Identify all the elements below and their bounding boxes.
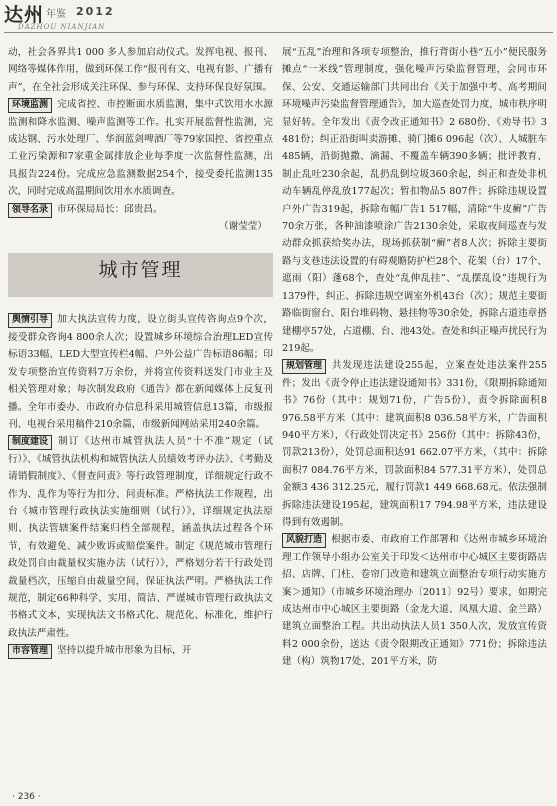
appearance-paragraph	[8, 642, 273, 659]
env-monitor-text: 完成省控、市控断面水质监测，集中式饮用水水源监测和降水监测、噪声监测等工作。扎实开展监督性监测，完成达钢、污水处理厂、华润蓝剑啤酒厂等79家国控、省控重点工业污染源和7家重金属排放企业每季度一次监督性监测，出具报告224份。完成应急监测数据254个，接受委托监测135次，同时完成高温期间饮用水水质调查。	[8, 99, 273, 198]
appearance-tag: 市容管理	[8, 644, 52, 659]
env-monitor-paragraph	[8, 96, 273, 200]
yearbook-pinyin: DAZHOU NIANJIAN	[18, 23, 106, 31]
action-paragraph	[282, 531, 547, 670]
section-banner	[8, 253, 273, 297]
right-column	[282, 44, 547, 671]
leader-tag: 领导名录	[8, 203, 52, 218]
author-signature: （谢莹莹）	[219, 221, 267, 233]
yearbook-year: 2012	[76, 5, 115, 18]
appearance-text: 坚持以提升城市形象为目标，开	[57, 645, 192, 657]
left-column	[8, 44, 273, 660]
system-paragraph	[8, 433, 273, 642]
leader-text: 市环保局局长：邱贵昌。	[57, 203, 163, 215]
planning-text: 共发现违法建设255起，立案查处违法案件255件；发出《责令停止违法建设通知书》331份，《限期拆除通知书》76份（其中：规划71份，广告5份），责令拆除面积8 976.58平方米（其中：建筑面积8 036.58平方米，广告面积940平方米），《行政处罚决定书》256份（其中：拆除43份，罚款213份），处罚总面积达91 662.07平方米，（其中：拆除面积7 084.76平方米，罚款面积84 577.31平方米），处罚总金额3 436 312.25元，履行罚款1 449 668.68元。依法强制拆除违法建设195起，建筑面积17 794.98平方米，违法建设得到有效遏制。	[282, 360, 547, 528]
planning-paragraph	[282, 357, 547, 531]
yearbook-subtitle: 年鉴	[46, 9, 66, 20]
section-title: 城市管理	[98, 259, 183, 282]
page-header	[0, 0, 557, 40]
env-monitor-tag: 环境监测	[8, 98, 52, 113]
guidance-tag: 舆情引导	[8, 313, 52, 328]
system-tag: 制度建设	[8, 435, 52, 450]
planning-tag: 规划管理	[282, 359, 326, 374]
intro-paragraph: 动，社会各界共1 000 多人参加启动仪式。发挥电视、报刊、网络等媒体作用，做到环保工作“报刊有文、电视有影、广播有声”，在全社会形成关注环保、参与环保、支持环保良好氛围。	[8, 47, 273, 93]
continued-paragraph: 展“五乱”治理和各项专项整治，推行背街小巷“五小”便民服务摊点“一米线”管理制度，强化噪声污染监督管理，会同市环保、公安、交通运输部门共同出台《关于加强中考、高考期间环境噪声污染监督管理通告》，加大巡查处罚力度，城市秩序明显好转。全年发出《责令改正通知书》2 680份、《劝导书》3 481份；纠正沿街叫卖游摊、骑门摊6 096起（次）、人城脏车485辆，沿街抛撒、滴漏、不覆盖车辆390多辆；批评教育、制止乱吐230余起，乱扔乱倒垃圾360余起，纠正和查处非机动车辆乱停乱放177起次；暂扣物品5 807件；拆除违规设置户外广告319起，拆除布幅广告1 517幅，清除“牛皮癣”广告70余万张，各种油漆喷涂广告2130余处，采取夜间巡查与发动群众抓获给奖办法，现场抓获制“癣”者8人次；拆除主要街路与支巷违法设置的有碍观瞻防护栏28个、花架（台）17个、遮雨（阳）蓬68个，查处“乱伸乱挂”、“乱摆乱设”违规行为1379件，纠正、拆除违规空调室外机43台（次）；规范主要街路临街窗台、阳台堆码物、悬挂物等30余处，拆除占道违章搭建棚亭57处，占道棚、台、池43处。查处和纠正噪声扰民行为219起。	[282, 47, 547, 354]
page-number: · 236 ·	[12, 792, 41, 802]
action-tag: 风貌打造	[282, 533, 326, 548]
header-divider	[4, 32, 553, 33]
guidance-paragraph	[8, 311, 273, 433]
guidance-text: 加大执法宣传力度，设立街头宣传咨询点9个次，接受群众咨询4 800余人次；设置城乡环境综合治理LED宣传标语33幅、LED大型宣传栏4幅、户外公益广告标语86幅；印发专项整治宣传资料7万余份，并将宣传资料送发门市业主及相关管理对象；每次制发政府《通告》都在新闻媒体上反复刊播。全年市委办、市政府办信息科采用城管信息13篇，市级报刊、电视台采用稿件210余篇，市级新闻网站采用240余篇。	[8, 314, 273, 430]
leader-paragraph	[8, 201, 273, 218]
yearbook-logo: 达州	[4, 4, 45, 26]
system-text: 制订《达州市城管执法人员“十不准”规定（试行）》、《城管执法机构和城管执法人员绩效考评办法》、《考勤及请销假制度》、《督查问责》等行政管理制度，详细规定行政不作为、乱作为等行为扣分、问责标准。严格执法工作规程，出台《城市管理行政执法实施细则（试行）》，详细规定执法原则、执法管辖案件结案归档全部规程，涵盖执法过程各个环节，有效避免、减少败诉或赔偿案件。制定《规范城市管理行政处罚自由裁量权实施办法（试行）》，严格划分若干行政处罚裁量档次，压缩自由裁量空间，保证执法严明。严格执法工作规范，制定66种科学、实用、简洁、严谨城市管理行政执法文书格式文本，实现执法文书格式化、规范化、标准化，维护行政执法严肃性。	[8, 436, 273, 639]
action-text: 根据市委、市政府工作部署和《达州市城乡环境治理工作领导小组办公室关于印发＜达州市中心城区主要街路店招、店牌、门柱、卷帘门改造和建筑立面整治专项行动实施方案＞通知》（市城乡环境治理办〔2011〕92号）要求，如期完成达州市中心城区主要街路（金龙大道、凤凰大道、金兰路）建筑立面整治工程。共出动执法人员1 350人次，发放宣传资料2 000余份，送达《责令限期改正通知》771份；拆除违法建（构）筑物17处、201平方米，防	[282, 534, 547, 668]
